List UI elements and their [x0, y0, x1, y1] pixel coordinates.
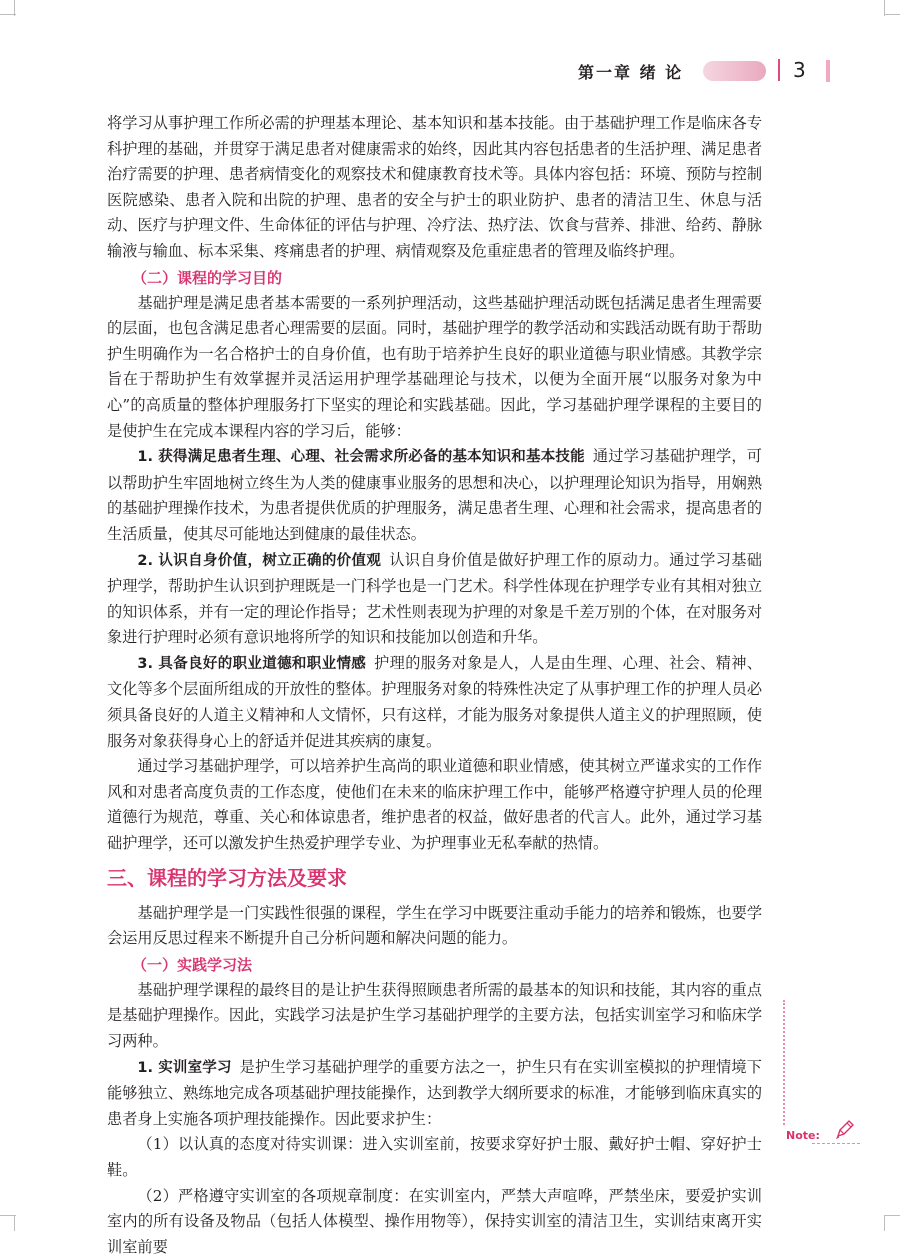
goal-item-title: 3. 具备良好的职业道德和职业情感 — [137, 655, 367, 672]
note-underline — [812, 1143, 860, 1144]
page-number: 3 — [793, 58, 806, 82]
header-separator — [778, 59, 780, 81]
crop-mark — [0, 1215, 16, 1216]
lab-item-title: 1. 实训室学习 — [137, 1059, 232, 1076]
note-margin-line — [783, 1000, 785, 1125]
paragraph: 基础护理学课程的最终目的是让护生获得照顾患者所需的最基本的知识和技能，其内容的重点是基础护理操作。因此，实践学习法是护生学习基础护理学的主要方法，包括实训室学习和临床学习两种。 — [107, 980, 762, 1050]
header-tab-decoration — [703, 61, 766, 81]
goal-item-title: 2. 认识自身价值，树立正确的价值观 — [137, 552, 382, 569]
paragraph: 基础护理是满足患者基本需要的一系列护理活动，这些基础护理活动既包括满足患者生理需要的层面，也包含满足患者心理需要的层面。同时，基础护理学的教学活动和实践活动既有助于帮助护生明确作为一名合格护士的自身价值，也有助于培养护生良好的职业道德与职业情感。其教学宗旨在于帮助护生有效掌握并灵活运用护理学基础理论与技术，以便为全面开展“以服务对象为中心”的高质量的整体护理服务打下坚实的理论和实践基础。因此，学习基础护理学课程的主要目的是使护生在完成本课程内容的学习后，能够： — [107, 293, 762, 440]
goal-item-text: 通过学习基础护理学，可以帮助护生牢固地树立终生为人类的健康事业服务的思想和决心，以护理理论知识为指导，用娴熟的基础护理操作技术，为患者提供优质的护理服务，满足患者生理、心理和社会需求，提高患者的生活质量，使其尽可能地达到健康的最佳状态。 — [107, 447, 762, 543]
section-heading-practice: （一）实践学习法 — [132, 955, 253, 974]
section-heading-course-goal: （二）课程的学习目的 — [132, 268, 283, 287]
paragraph: 通过学习基础护理学，可以培养护生高尚的职业道德和职业情感，使其树立严谨求实的工作作风和对患者高度负责的工作态度，使他们在未来的临床护理工作中，能够严格遵守护理人员的伦理道德行为规范，尊重、关心和体谅患者，维护患者的权益，做好患者的代言人。此外，通过学习基础护理学，还可以激发护生热爱护理学专业、为护理事业无私奉献的热情。 — [107, 757, 762, 853]
crop-mark — [0, 14, 16, 15]
lab-item — [107, 1055, 762, 1133]
pencil-icon — [834, 1118, 856, 1140]
paragraph: 基础护理学是一门实践性很强的课程，学生在学习中既要注重动手能力的培养和锻炼，也要学会运用反思过程来不断提升自己分析问题和解决问题的能力。 — [107, 903, 762, 948]
section-heading-methods: 三、课程的学习方法及要求 — [107, 865, 347, 890]
crop-mark — [14, 1215, 15, 1231]
header-edge-bar — [826, 60, 830, 82]
goal-item-title: 1. 获得满足患者生理、心理、社会需求所必备的基本知识和基本技能 — [137, 449, 585, 466]
goal-item-text: 护理的服务对象是人，人是由生理、心理、社会、精神、文化等多个层面所组成的开放性的整体。护理服务对象的特殊性决定了从事护理工作的护理人员必须具备良好的人道主义精神和人文情怀，只有这样，才能为服务对象提供人道主义的护理照顾，使服务对象获得身心上的舒适并促进其疾病的康复。 — [107, 653, 762, 750]
note-label: Note: — [786, 1129, 820, 1142]
paragraph: 将学习从事护理工作所必需的护理基本理论、基本知识和基本技能。由于基础护理工作是临床各专科护理的基础，并贯穿于满足患者对健康需求的始终，因此其内容包括患者的生活护理、满足患者治疗需要的护理、患者病情变化的观察技术和健康教育技术等。具体内容包括：环境、预防与控制医院感染、患者入院和出院的护理、患者的安全与护士的职业防护、患者的清洁卫生、休息与活动、医疗与护理文件、生命体征的评估与护理、冷疗法、热疗法、饮食与营养、排泄、给药、静脉输液与输血、标本采集、疼痛患者的护理、病情观察及危重症患者的管理及临终护理。 — [107, 114, 762, 260]
requirement-item: （2）严格遵守实训室的各项规章制度：在实训室内，严禁大声喧哗，严禁坐床，要爱护实训室内的所有设备及物品（包括人体模型、操作用物等），保持实训室的清洁卫生，实训结束离开实训室前要 — [107, 1186, 762, 1256]
requirement-item: （1）以认真的态度对待实训课：进入实训室前，按要求穿好护士服、戴好护士帽、穿好护士鞋。 — [107, 1135, 762, 1179]
main-content — [107, 111, 762, 1260]
chapter-title: 第一章 绪 论 — [578, 63, 684, 82]
goal-item-2 — [107, 548, 762, 651]
crop-mark — [884, 1215, 900, 1216]
goal-item-text: 认识自身价值是做好护理工作的原动力。通过学习基础护理学，帮助护生认识到护理既是一门科学也是一门艺术。科学性体现在护理学专业有其相对独立的知识体系，并有一定的理论作指导；艺术性则表现为护理的对象是千差万别的个体，在对服务对象进行护理时必须有意识地将所学的知识和技能加以创造和升华。 — [107, 550, 762, 647]
goal-item-1 — [107, 444, 762, 547]
goal-item-3 — [107, 651, 762, 754]
crop-mark — [884, 14, 900, 15]
crop-mark — [884, 1215, 885, 1231]
lab-item-text: 是护生学习基础护理学的重要方法之一，护生只有在实训室模拟的护理情境下能够独立、熟练地完成各项基础护理技能操作，达到教学大纲所要求的标准，才能够到临床真实的患者身上实施各项护理技能操作。因此要求护生： — [107, 1057, 762, 1128]
